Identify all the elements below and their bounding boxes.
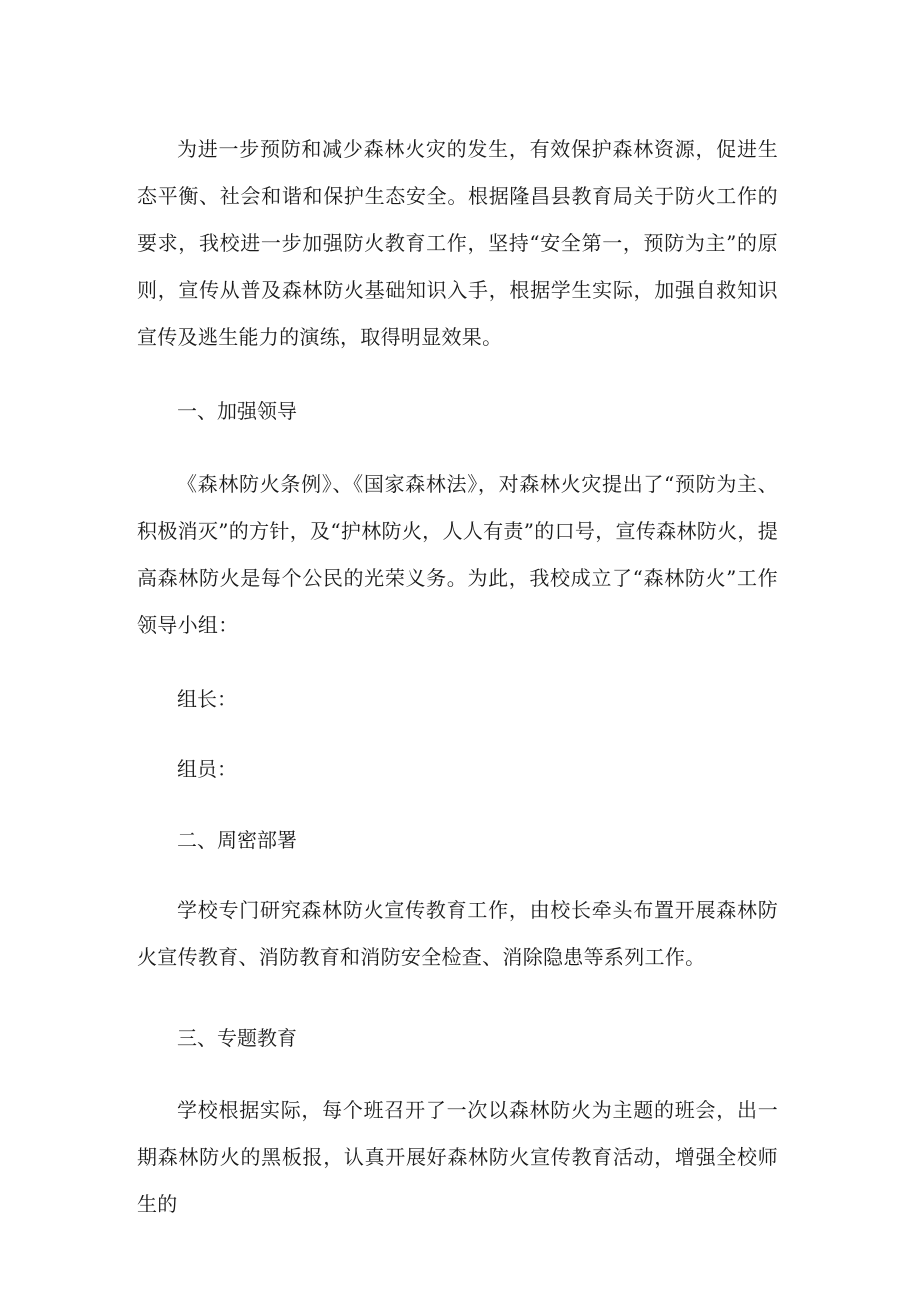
intro-paragraph: 为进一步预防和减少森林火灾的发生，有效保护森林资源，促进生态平衡、社会和谐和保护生态安全。根据隆昌县教育局关于防火工作的要求，我校进一步加强防火教育工作，坚持“安全第一，预防为主”的原则，宣传从普及森林防火基础知识入手，根据学生实际，加强自救知识宣传及逃生能力的演练，取得明显效果。 (137, 137, 778, 349)
section-heading-deployment: 二、周密部署 (177, 828, 297, 852)
section-heading-education: 三、专题教育 (177, 1026, 297, 1050)
section-heading-leadership: 一、加强领导 (177, 399, 297, 423)
deployment-paragraph: 学校专门研究森林防火宣传教育工作，由校长牵头布置开展森林防火宣传教育、消防教育和消防安全检查、消除隐患等系列工作。 (137, 898, 778, 969)
education-paragraph: 学校根据实际，每个班召开了一次以森林防火为主题的班会，出一期森林防火的黑板报，认真开展好森林防火宣传教育活动，增强全校师生的 (137, 1098, 778, 1216)
leadership-paragraph: 《森林防火条例》、《国家森林法》，对森林火灾提出了“预防为主、积极消灭”的方针，及“护林防火，人人有责”的口号，宣传森林防火，提高森林防火是每个公民的光荣义务。为此，我校成立了“森林防火”工作领导小组： (137, 472, 778, 637)
group-leader-label: 组长： (177, 687, 237, 711)
group-member-label: 组员： (177, 757, 237, 781)
